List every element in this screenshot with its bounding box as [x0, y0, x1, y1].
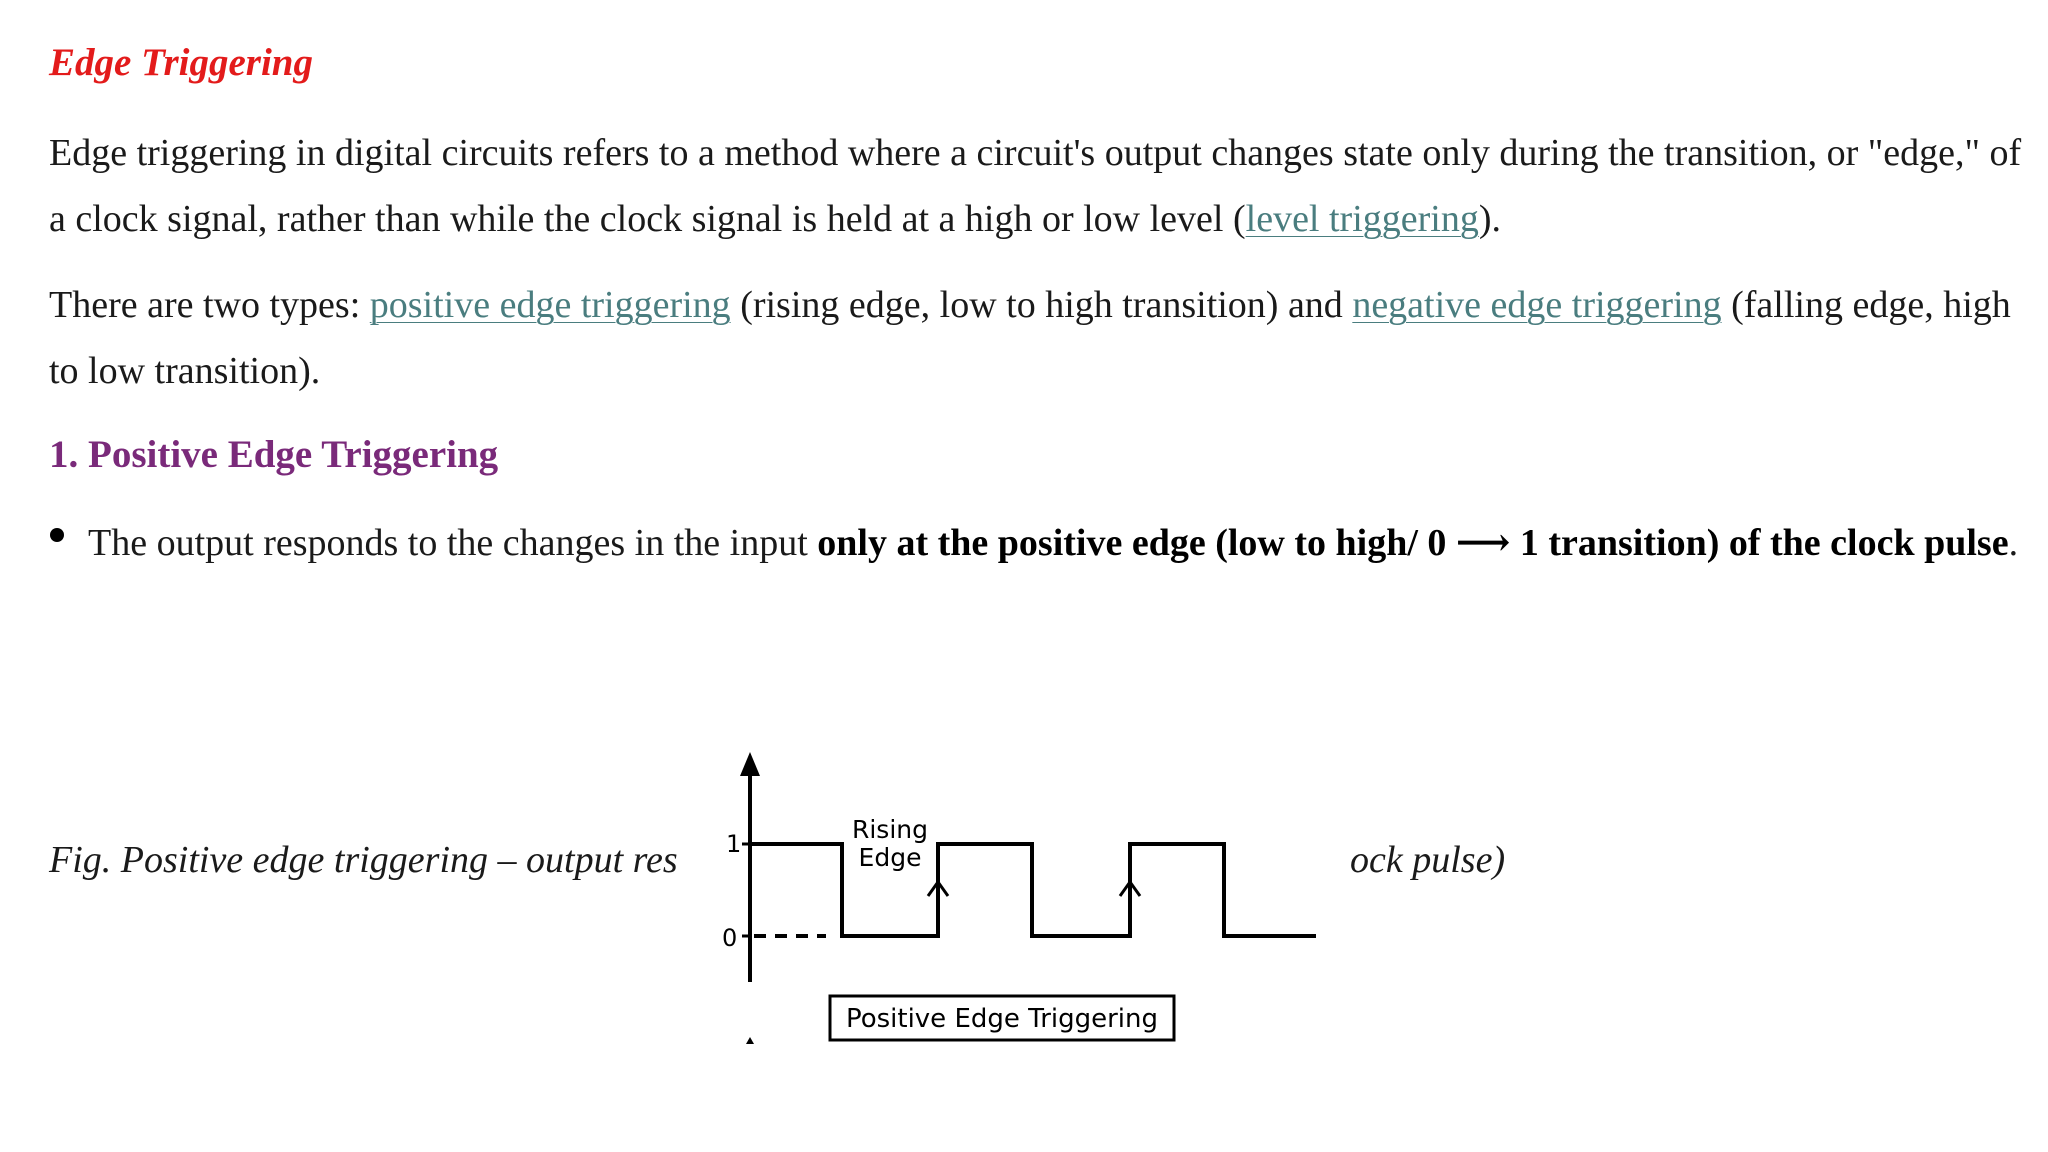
rising-edge-arrow-icon — [1120, 882, 1140, 919]
axis-bottom-mark-icon — [746, 1037, 754, 1044]
y-axis-arrow-icon — [740, 752, 760, 776]
paragraph-text: (falling edge, high to low transition). — [49, 284, 2011, 392]
clock-signal-waveform — [750, 844, 1316, 936]
bullet-item — [88, 512, 2038, 575]
paragraph-text: (rising edge, low to high transition) and — [730, 284, 1353, 326]
subheading-positive-edge: 1. Positive Edge Triggering — [49, 433, 499, 476]
paragraph-text: ). — [1478, 198, 1501, 240]
level-low-label: 0 — [722, 924, 738, 952]
label-box-text: Positive Edge Triggering — [845, 1004, 1159, 1034]
annotation-rising: Rising — [851, 815, 929, 844]
level-high-label: 1 — [726, 830, 742, 858]
bullet-text: The output responds to the changes in the input — [88, 522, 818, 564]
section-title: Edge Triggering — [49, 41, 313, 84]
paragraph-text: There are two types: — [49, 284, 370, 326]
bullet-text: . — [2008, 522, 2019, 564]
link-level-triggering[interactable]: level triggering — [1245, 198, 1479, 240]
rising-edge-arrow-icon — [928, 882, 948, 919]
bullet-dot-icon — [50, 528, 64, 542]
figure-caption-tail: ock pulse) — [1350, 839, 1506, 881]
figure-caption: Fig. Positive edge triggering – output res — [49, 839, 678, 881]
paragraph-intro — [49, 120, 2039, 252]
bullet-bold-text: only at the positive edge (low to high/ 0 ⟶ 1 transition) of the clock pulse — [817, 522, 2009, 564]
clock-waveform-diagram — [702, 744, 1342, 1044]
paragraph-text: Edge triggering in digital circuits refers to a method where a circuit's output changes state only during the transition, or "edge," of a clock signal, rather than while the clock signal is held at a high or low level ( — [49, 132, 2022, 240]
link-negative-edge-triggering[interactable]: negative edge triggering — [1352, 284, 1722, 326]
link-positive-edge-triggering[interactable]: positive edge triggering — [369, 284, 731, 326]
annotation-edge: Edge — [858, 843, 922, 872]
figure-positive-edge-diagram — [702, 744, 1342, 1044]
paragraph-types — [49, 272, 2039, 404]
